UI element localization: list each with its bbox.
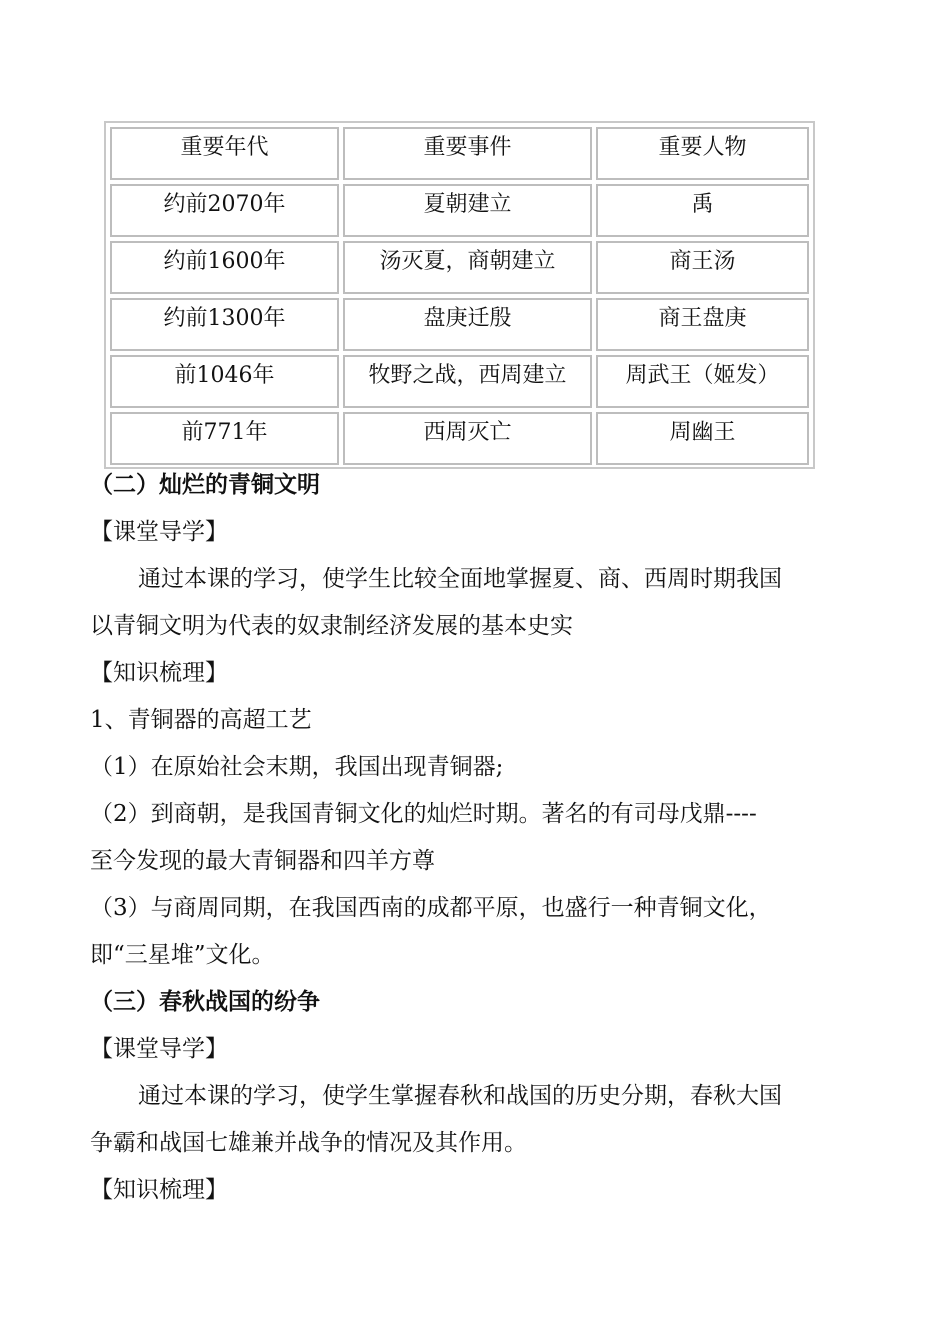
table-cell: 商王盘庚 [596,298,809,351]
table-row [110,184,809,237]
table-cell: 前771年 [110,412,339,465]
header-event: 重要事件 [343,127,592,180]
section2-item-title: 1、青铜器的高超工艺 [90,707,312,733]
section2-point-3b: 即“三星堆”文化。 [90,942,275,968]
section2-knowledge-label: 【知识梳理】 [90,660,228,686]
table-cell: 禹 [596,184,809,237]
table-row [110,298,809,351]
table-cell: 牧野之战，西周建立 [343,355,592,408]
table-cell: 盘庚迁殷 [343,298,592,351]
header-era: 重要年代 [110,127,339,180]
table-cell: 周武王（姬发） [596,355,809,408]
section2-heading: （二）灿烂的青铜文明 [90,471,320,498]
table-cell: 前1046年 [110,355,339,408]
section3-guide-label: 【课堂导学】 [90,1036,228,1062]
section2-guide-text-1: 通过本课的学习，使学生比较全面地掌握夏、商、西周时期我国 [138,566,782,592]
section3-knowledge-label: 【知识梳理】 [90,1177,228,1203]
table-cell: 西周灭亡 [343,412,592,465]
section3-heading: （三）春秋战国的纷争 [90,988,320,1015]
section2-point-2b: 至今发现的最大青铜器和四羊方尊 [90,848,435,874]
table-cell: 周幽王 [596,412,809,465]
events-table-grid [106,123,813,469]
section2-guide-label: 【课堂导学】 [90,519,228,545]
table-header-row [110,127,809,180]
events-table [104,121,815,469]
table-cell: 约前2070年 [110,184,339,237]
table-row [110,241,809,294]
table-cell: 约前1300年 [110,298,339,351]
table-cell: 商王汤 [596,241,809,294]
table-cell: 汤灭夏，商朝建立 [343,241,592,294]
table-cell: 约前1600年 [110,241,339,294]
header-person: 重要人物 [596,127,809,180]
table-cell: 夏朝建立 [343,184,592,237]
section2-point-2a: （2）到商朝，是我国青铜文化的灿烂时期。著名的有司母戊鼎---- [90,801,757,827]
section2-point-3a: （3）与商周同期，在我国西南的成都平原，也盛行一种青铜文化， [90,895,772,921]
section3-guide-text-1: 通过本课的学习，使学生掌握春秋和战国的历史分期，春秋大国 [138,1083,782,1109]
section3-guide-text-2: 争霸和战国七雄兼并战争的情况及其作用。 [90,1130,527,1156]
table-row [110,355,809,408]
section2-guide-text-2: 以青铜文明为代表的奴隶制经济发展的基本史实 [90,613,573,639]
table-row [110,412,809,465]
section2-point-1: （1）在原始社会末期，我国出现青铜器; [90,754,504,780]
